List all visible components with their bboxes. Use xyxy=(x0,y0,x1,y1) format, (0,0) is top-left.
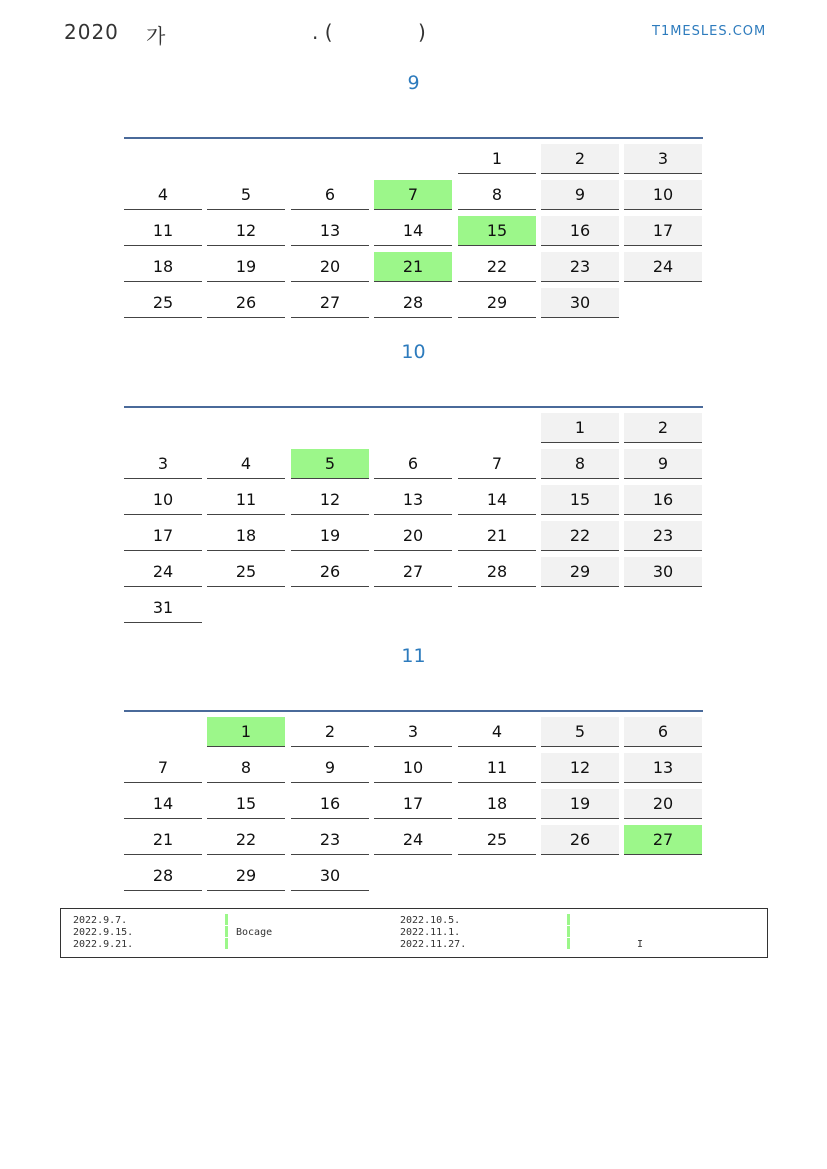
header-year: 2020 xyxy=(64,20,119,44)
calendar-day: 24 xyxy=(124,557,202,587)
calendar-day: 26 xyxy=(291,557,369,587)
calendar-day: 27 xyxy=(374,557,452,587)
calendar-day: 6 xyxy=(291,180,369,210)
calendar-day: 28 xyxy=(374,288,452,318)
legend-color-swatch xyxy=(567,938,570,949)
calendar-day: 24 xyxy=(374,825,452,855)
month-title: 11 xyxy=(401,645,426,667)
calendar-day: 5 xyxy=(541,717,619,747)
calendar-day: 15 xyxy=(541,485,619,515)
calendar-day: 23 xyxy=(291,825,369,855)
calendar-day: 2 xyxy=(291,717,369,747)
calendar-day: 1 xyxy=(541,413,619,443)
calendar-day: 10 xyxy=(624,180,702,210)
calendar-day: 9 xyxy=(624,449,702,479)
calendar-day: 26 xyxy=(207,288,285,318)
calendar-day: 15 xyxy=(458,216,536,246)
calendar-day: 8 xyxy=(207,753,285,783)
calendar-day: 21 xyxy=(374,252,452,282)
calendar-day: 2 xyxy=(624,413,702,443)
calendar-day: 29 xyxy=(541,557,619,587)
legend-name: Bocage xyxy=(236,927,273,938)
calendar-day: 22 xyxy=(458,252,536,282)
calendar-day: 21 xyxy=(458,521,536,551)
calendar-day: 13 xyxy=(624,753,702,783)
calendar-day: 25 xyxy=(207,557,285,587)
month-rule xyxy=(124,710,703,712)
calendar-day: 16 xyxy=(541,216,619,246)
legend-date: 2022.10.5. xyxy=(400,915,461,926)
calendar-day: 8 xyxy=(541,449,619,479)
calendar-day: 23 xyxy=(624,521,702,551)
calendar-day: 9 xyxy=(541,180,619,210)
legend-date: 2022.9.15. xyxy=(73,927,134,938)
calendar-day: 26 xyxy=(541,825,619,855)
calendar-day: 15 xyxy=(207,789,285,819)
month-rule xyxy=(124,137,703,139)
calendar-day: 10 xyxy=(374,753,452,783)
calendar-day: 7 xyxy=(124,753,202,783)
calendar-day: 18 xyxy=(124,252,202,282)
calendar-day: 29 xyxy=(458,288,536,318)
calendar-day: 24 xyxy=(624,252,702,282)
calendar-day: 4 xyxy=(458,717,536,747)
calendar-day: 1 xyxy=(207,717,285,747)
calendar-day: 12 xyxy=(541,753,619,783)
calendar-day: 30 xyxy=(624,557,702,587)
calendar-day: 19 xyxy=(541,789,619,819)
calendar-day: 5 xyxy=(207,180,285,210)
legend-color-swatch xyxy=(567,926,570,937)
legend-name: I xyxy=(637,939,644,950)
calendar-day: 20 xyxy=(374,521,452,551)
legend-date: 2022.11.1. xyxy=(400,927,461,938)
calendar-day: 17 xyxy=(624,216,702,246)
calendar-day: 16 xyxy=(624,485,702,515)
calendar-day: 4 xyxy=(207,449,285,479)
calendar-day: 27 xyxy=(291,288,369,318)
legend-date: 2022.9.21. xyxy=(73,939,134,950)
header-korean-char: 가 xyxy=(146,24,166,48)
calendar-day: 6 xyxy=(374,449,452,479)
calendar-day: 17 xyxy=(374,789,452,819)
calendar-day: 11 xyxy=(458,753,536,783)
legend-color-swatch xyxy=(225,938,228,949)
calendar-day: 3 xyxy=(624,144,702,174)
calendar-day: 7 xyxy=(458,449,536,479)
calendar-day: 25 xyxy=(124,288,202,318)
calendar-day: 18 xyxy=(207,521,285,551)
page-header xyxy=(0,0,827,60)
month-rule xyxy=(124,406,703,408)
calendar-day: 12 xyxy=(291,485,369,515)
header-paren-open: . ( xyxy=(312,20,333,44)
calendar-day: 2 xyxy=(541,144,619,174)
calendar-day: 17 xyxy=(124,521,202,551)
calendar-day: 14 xyxy=(374,216,452,246)
calendar-day: 14 xyxy=(458,485,536,515)
calendar-day: 13 xyxy=(374,485,452,515)
month-title: 9 xyxy=(407,72,420,94)
calendar-day: 21 xyxy=(124,825,202,855)
header-paren-close: ) xyxy=(418,20,426,44)
calendar-day: 12 xyxy=(207,216,285,246)
calendar-day: 28 xyxy=(458,557,536,587)
legend-color-swatch xyxy=(225,926,228,937)
legend-date: 2022.9.7. xyxy=(73,915,128,926)
calendar-day: 30 xyxy=(541,288,619,318)
calendar-day: 4 xyxy=(124,180,202,210)
calendar-day: 30 xyxy=(291,861,369,891)
calendar-day: 27 xyxy=(624,825,702,855)
calendar-day: 16 xyxy=(291,789,369,819)
calendar-day: 31 xyxy=(124,593,202,623)
calendar-day: 8 xyxy=(458,180,536,210)
calendar-day: 9 xyxy=(291,753,369,783)
site-link[interactable]: T1MESLES.COM xyxy=(652,24,767,39)
calendar-day: 25 xyxy=(458,825,536,855)
calendar-day: 20 xyxy=(291,252,369,282)
calendar-day: 7 xyxy=(374,180,452,210)
calendar-day: 5 xyxy=(291,449,369,479)
calendar-day: 1 xyxy=(458,144,536,174)
calendar-day: 19 xyxy=(291,521,369,551)
legend-date: 2022.11.27. xyxy=(400,939,467,950)
calendar-day: 10 xyxy=(124,485,202,515)
calendar-day: 20 xyxy=(624,789,702,819)
calendar-day: 19 xyxy=(207,252,285,282)
calendar-day: 3 xyxy=(374,717,452,747)
legend-color-swatch xyxy=(567,914,570,925)
calendar-day: 29 xyxy=(207,861,285,891)
calendar-day: 22 xyxy=(541,521,619,551)
legend-color-swatch xyxy=(225,914,228,925)
calendar-day: 14 xyxy=(124,789,202,819)
calendar-day: 11 xyxy=(124,216,202,246)
calendar-day: 28 xyxy=(124,861,202,891)
calendar-day: 22 xyxy=(207,825,285,855)
calendar-day: 11 xyxy=(207,485,285,515)
holiday-legend xyxy=(60,908,768,958)
calendar-day: 3 xyxy=(124,449,202,479)
calendar-day: 13 xyxy=(291,216,369,246)
month-title: 10 xyxy=(401,341,426,363)
calendar-day: 6 xyxy=(624,717,702,747)
calendar-day: 18 xyxy=(458,789,536,819)
calendar-day: 23 xyxy=(541,252,619,282)
